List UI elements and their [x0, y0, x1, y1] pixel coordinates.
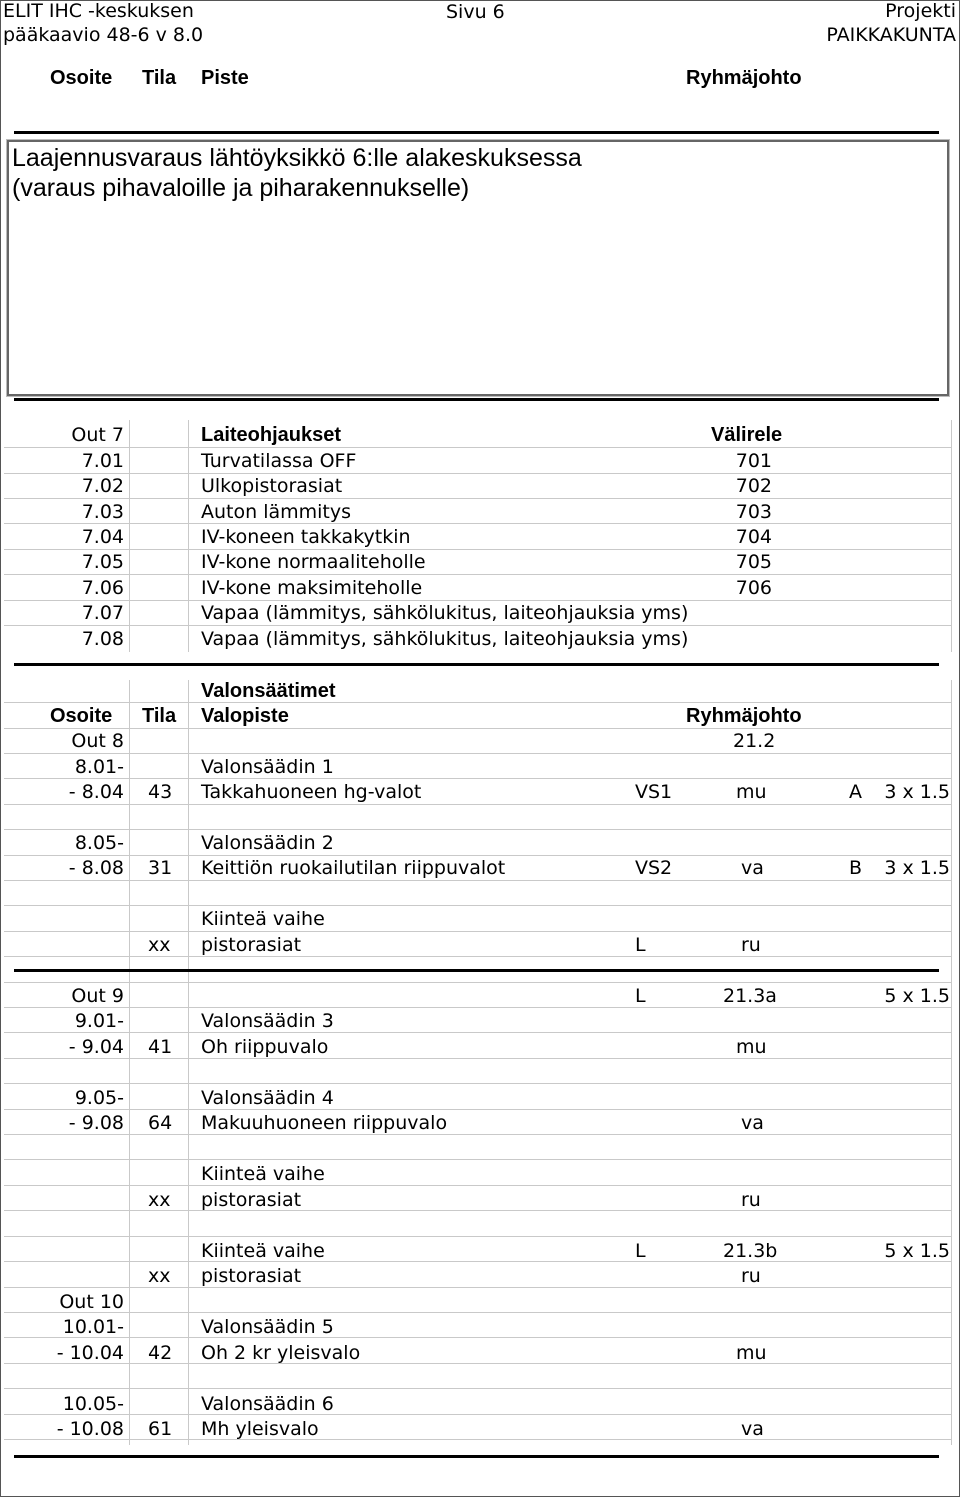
dimmer4-name: Valonsäädin 4 [201, 1087, 334, 1109]
dimmer5-code: mu [736, 1342, 767, 1364]
out9-group: 21.3a [723, 985, 777, 1007]
section-divider [14, 1455, 939, 1458]
out8-fixed-status: xx [148, 934, 171, 956]
grid-line [4, 1414, 952, 1415]
dimmer1-cable: 3 x 1.5 [884, 781, 950, 803]
project-name: PAIKKAKUNTA [826, 24, 956, 46]
grid-line [4, 905, 952, 906]
out10-fixed-cable: 5 x 1.5 [884, 1240, 950, 1262]
dimmer3-code: mu [736, 1036, 767, 1058]
grid-line [4, 1109, 952, 1110]
out10-fixed-code: ru [741, 1265, 761, 1287]
dimmer2-status: 31 [148, 857, 173, 879]
grid-line [4, 804, 952, 805]
table-row-address: 7.05 [81, 551, 124, 573]
out9-fixed-label: Kiinteä vaihe [201, 1163, 325, 1185]
table-row-point: Turvatilassa OFF [201, 450, 357, 472]
dimmer6-address-from: 10.05- [62, 1393, 124, 1415]
grid-line [4, 1337, 952, 1338]
dimmer5-status: 42 [148, 1342, 173, 1364]
grid-line [4, 625, 952, 626]
table-row-point: Vapaa (lämmitys, sähkölukitus, laiteohjauksia yms) [201, 602, 689, 624]
out9-address: Out 9 [71, 985, 124, 1007]
grid-line [4, 753, 952, 754]
out10-fixed-status: xx [148, 1265, 171, 1287]
dimmer2-point: Keittiön ruokailutilan riippuvalot [201, 857, 506, 879]
dimmer1-address-from: 8.01- [74, 756, 124, 778]
out8-group: 21.2 [733, 730, 776, 752]
dimmer6-name: Valonsäädin 6 [201, 1393, 334, 1415]
table-row-point: Auton lämmitys [201, 501, 352, 523]
out10-fixed-label: Kiinteä vaihe [201, 1240, 325, 1262]
dimmer4-status: 64 [148, 1112, 173, 1134]
dimmer5-address-from: 10.01- [62, 1316, 124, 1338]
grid-line [4, 702, 952, 703]
table-row-relay: 706 [735, 577, 772, 599]
dimmer5-point: Oh 2 kr yleisvalo [201, 1342, 361, 1364]
out10-fixed-point: pistorasiat [201, 1265, 302, 1287]
dimmer3-name: Valonsäädin 3 [201, 1010, 334, 1032]
dimmer2-address-to: - 8.08 [68, 857, 124, 879]
table-row-point: IV-kone normaaliteholle [201, 551, 426, 573]
grid-line [129, 680, 130, 1445]
header-status: Tila [142, 67, 177, 89]
grid-line [4, 855, 952, 856]
document-title-line1: ELIT IHC -keskuksen [3, 0, 194, 22]
section-divider [14, 969, 939, 972]
grid-line [4, 549, 952, 550]
section-divider [14, 131, 939, 134]
grid-line [4, 1032, 952, 1033]
grid-line [4, 829, 952, 830]
page-number: Sivu 6 [446, 1, 505, 23]
grid-line [4, 498, 952, 499]
out8-fixed-label: Kiinteä vaihe [201, 908, 325, 930]
dimmer4-address-from: 9.05- [74, 1087, 124, 1109]
dimmers-header-status: Tila [142, 705, 177, 727]
dimmer3-address-from: 9.01- [74, 1010, 124, 1032]
dimmers-header-point: Valopiste [201, 705, 289, 727]
out10-address: Out 10 [59, 1291, 124, 1313]
grid-line [4, 931, 952, 932]
dimmer6-status: 61 [148, 1418, 173, 1440]
table-row-address: 7.03 [81, 501, 124, 523]
grid-line [4, 880, 952, 881]
table-row-address: 7.08 [81, 628, 124, 650]
header-group: Ryhmäjohto [686, 67, 802, 89]
dimmers-header-group: Ryhmäjohto [686, 705, 802, 727]
dimmer5-address-to: - 10.04 [56, 1342, 124, 1364]
grid-line [951, 420, 952, 652]
dimmer2-phase: B [849, 857, 863, 879]
table-row-relay: 702 [735, 475, 772, 497]
dimmer1-status: 43 [148, 781, 173, 803]
grid-line [4, 1261, 952, 1262]
description-line2: (varaus pihavaloille ja piharakennukselle) [12, 174, 470, 202]
dimmer1-name: Valonsäädin 1 [201, 756, 334, 778]
out8-fixed-code: ru [741, 934, 761, 956]
dimmer2-address-from: 8.05- [74, 832, 124, 854]
grid-line [4, 956, 952, 957]
table-row-point: Vapaa (lämmitys, sähkölukitus, laiteohjauksia yms) [201, 628, 689, 650]
out7-address: Out 7 [71, 424, 124, 446]
grid-line [4, 1083, 952, 1084]
table-row-point: IV-kone maksimiteholle [201, 577, 423, 599]
grid-line [4, 1236, 952, 1237]
grid-line [129, 420, 130, 652]
grid-line [4, 1058, 952, 1059]
grid-line [4, 1185, 952, 1186]
grid-line [4, 523, 952, 524]
table-row-address: 7.04 [81, 526, 124, 548]
grid-line [4, 1159, 952, 1160]
table-row-relay: 703 [735, 501, 772, 523]
dimmer1-address-to: - 8.04 [68, 781, 124, 803]
table-row-address: 7.07 [81, 602, 124, 624]
out9-cable: 5 x 1.5 [884, 985, 950, 1007]
grid-line [4, 982, 952, 983]
dimmers-section-title: Valonsäätimet [201, 680, 336, 702]
table-row-relay: 704 [735, 526, 772, 548]
out9-fixed-point: pistorasiat [201, 1189, 302, 1211]
grid-line [951, 680, 952, 1445]
dimmer1-phase: A [849, 781, 862, 803]
out9-fixed-status: xx [148, 1189, 171, 1211]
section-divider [14, 398, 939, 401]
grid-line [188, 680, 189, 1445]
out8-fixed-phase: L [635, 934, 646, 956]
document-title-line2: pääkaavio 48-6 v 8.0 [3, 24, 204, 46]
dimmer4-point: Makuuhuoneen riippuvalo [201, 1112, 448, 1134]
out9-phase: L [635, 985, 646, 1007]
dimmer1-code: mu [736, 781, 767, 803]
out7-relay-header: Välirele [711, 424, 783, 446]
grid-line [4, 1007, 952, 1008]
table-row-address: 7.02 [81, 475, 124, 497]
dimmer6-address-to: - 10.08 [56, 1418, 124, 1440]
dimmer3-status: 41 [148, 1036, 173, 1058]
dimmer2-vs: VS2 [635, 857, 673, 879]
dimmer2-cable: 3 x 1.5 [884, 857, 950, 879]
header-point: Piste [201, 67, 249, 89]
table-row-relay: 701 [735, 450, 772, 472]
dimmer3-point: Oh riippuvalo [201, 1036, 329, 1058]
grid-line [4, 600, 952, 601]
table-row-point: IV-koneen takkakytkin [201, 526, 411, 548]
grid-line [4, 728, 952, 729]
grid-line [4, 1388, 952, 1389]
out10-fixed-group: 21.3b [723, 1240, 778, 1262]
out9-fixed-code: ru [741, 1189, 761, 1211]
dimmer3-address-to: - 9.04 [68, 1036, 124, 1058]
out8-fixed-point: pistorasiat [201, 934, 302, 956]
dimmer2-code: va [741, 857, 764, 879]
out10-fixed-phase: L [635, 1240, 646, 1262]
grid-line [188, 420, 189, 652]
dimmer1-point: Takkahuoneen hg-valot [201, 781, 422, 803]
grid-line [4, 1134, 952, 1135]
dimmer1-vs: VS1 [635, 781, 673, 803]
grid-line [4, 574, 952, 575]
project-label: Projekti [885, 0, 956, 22]
grid-line [4, 778, 952, 779]
grid-line [4, 1363, 952, 1364]
table-row-address: 7.01 [81, 450, 124, 472]
out7-title: Laiteohjaukset [201, 424, 342, 446]
grid-line [4, 1312, 952, 1313]
grid-line [4, 473, 952, 474]
table-row-address: 7.06 [81, 577, 124, 599]
dimmer6-point: Mh yleisvalo [201, 1418, 319, 1440]
dimmer4-address-to: - 9.08 [68, 1112, 124, 1134]
grid-line [4, 1210, 952, 1211]
description-line1: Laajennusvaraus lähtöyksikkö 6:lle alakeskuksessa [12, 144, 582, 172]
out8-address: Out 8 [71, 730, 124, 752]
dimmer2-name: Valonsäädin 2 [201, 832, 334, 854]
dimmer6-code: va [741, 1418, 764, 1440]
header-address: Osoite [50, 67, 113, 89]
grid-line [4, 447, 952, 448]
dimmers-header-address: Osoite [50, 705, 113, 727]
dimmer5-name: Valonsäädin 5 [201, 1316, 334, 1338]
section-divider [14, 663, 939, 666]
table-row-point: Ulkopistorasiat [201, 475, 343, 497]
grid-line [4, 1439, 952, 1440]
dimmer4-code: va [741, 1112, 764, 1134]
grid-line [4, 1287, 952, 1288]
table-row-relay: 705 [735, 551, 772, 573]
